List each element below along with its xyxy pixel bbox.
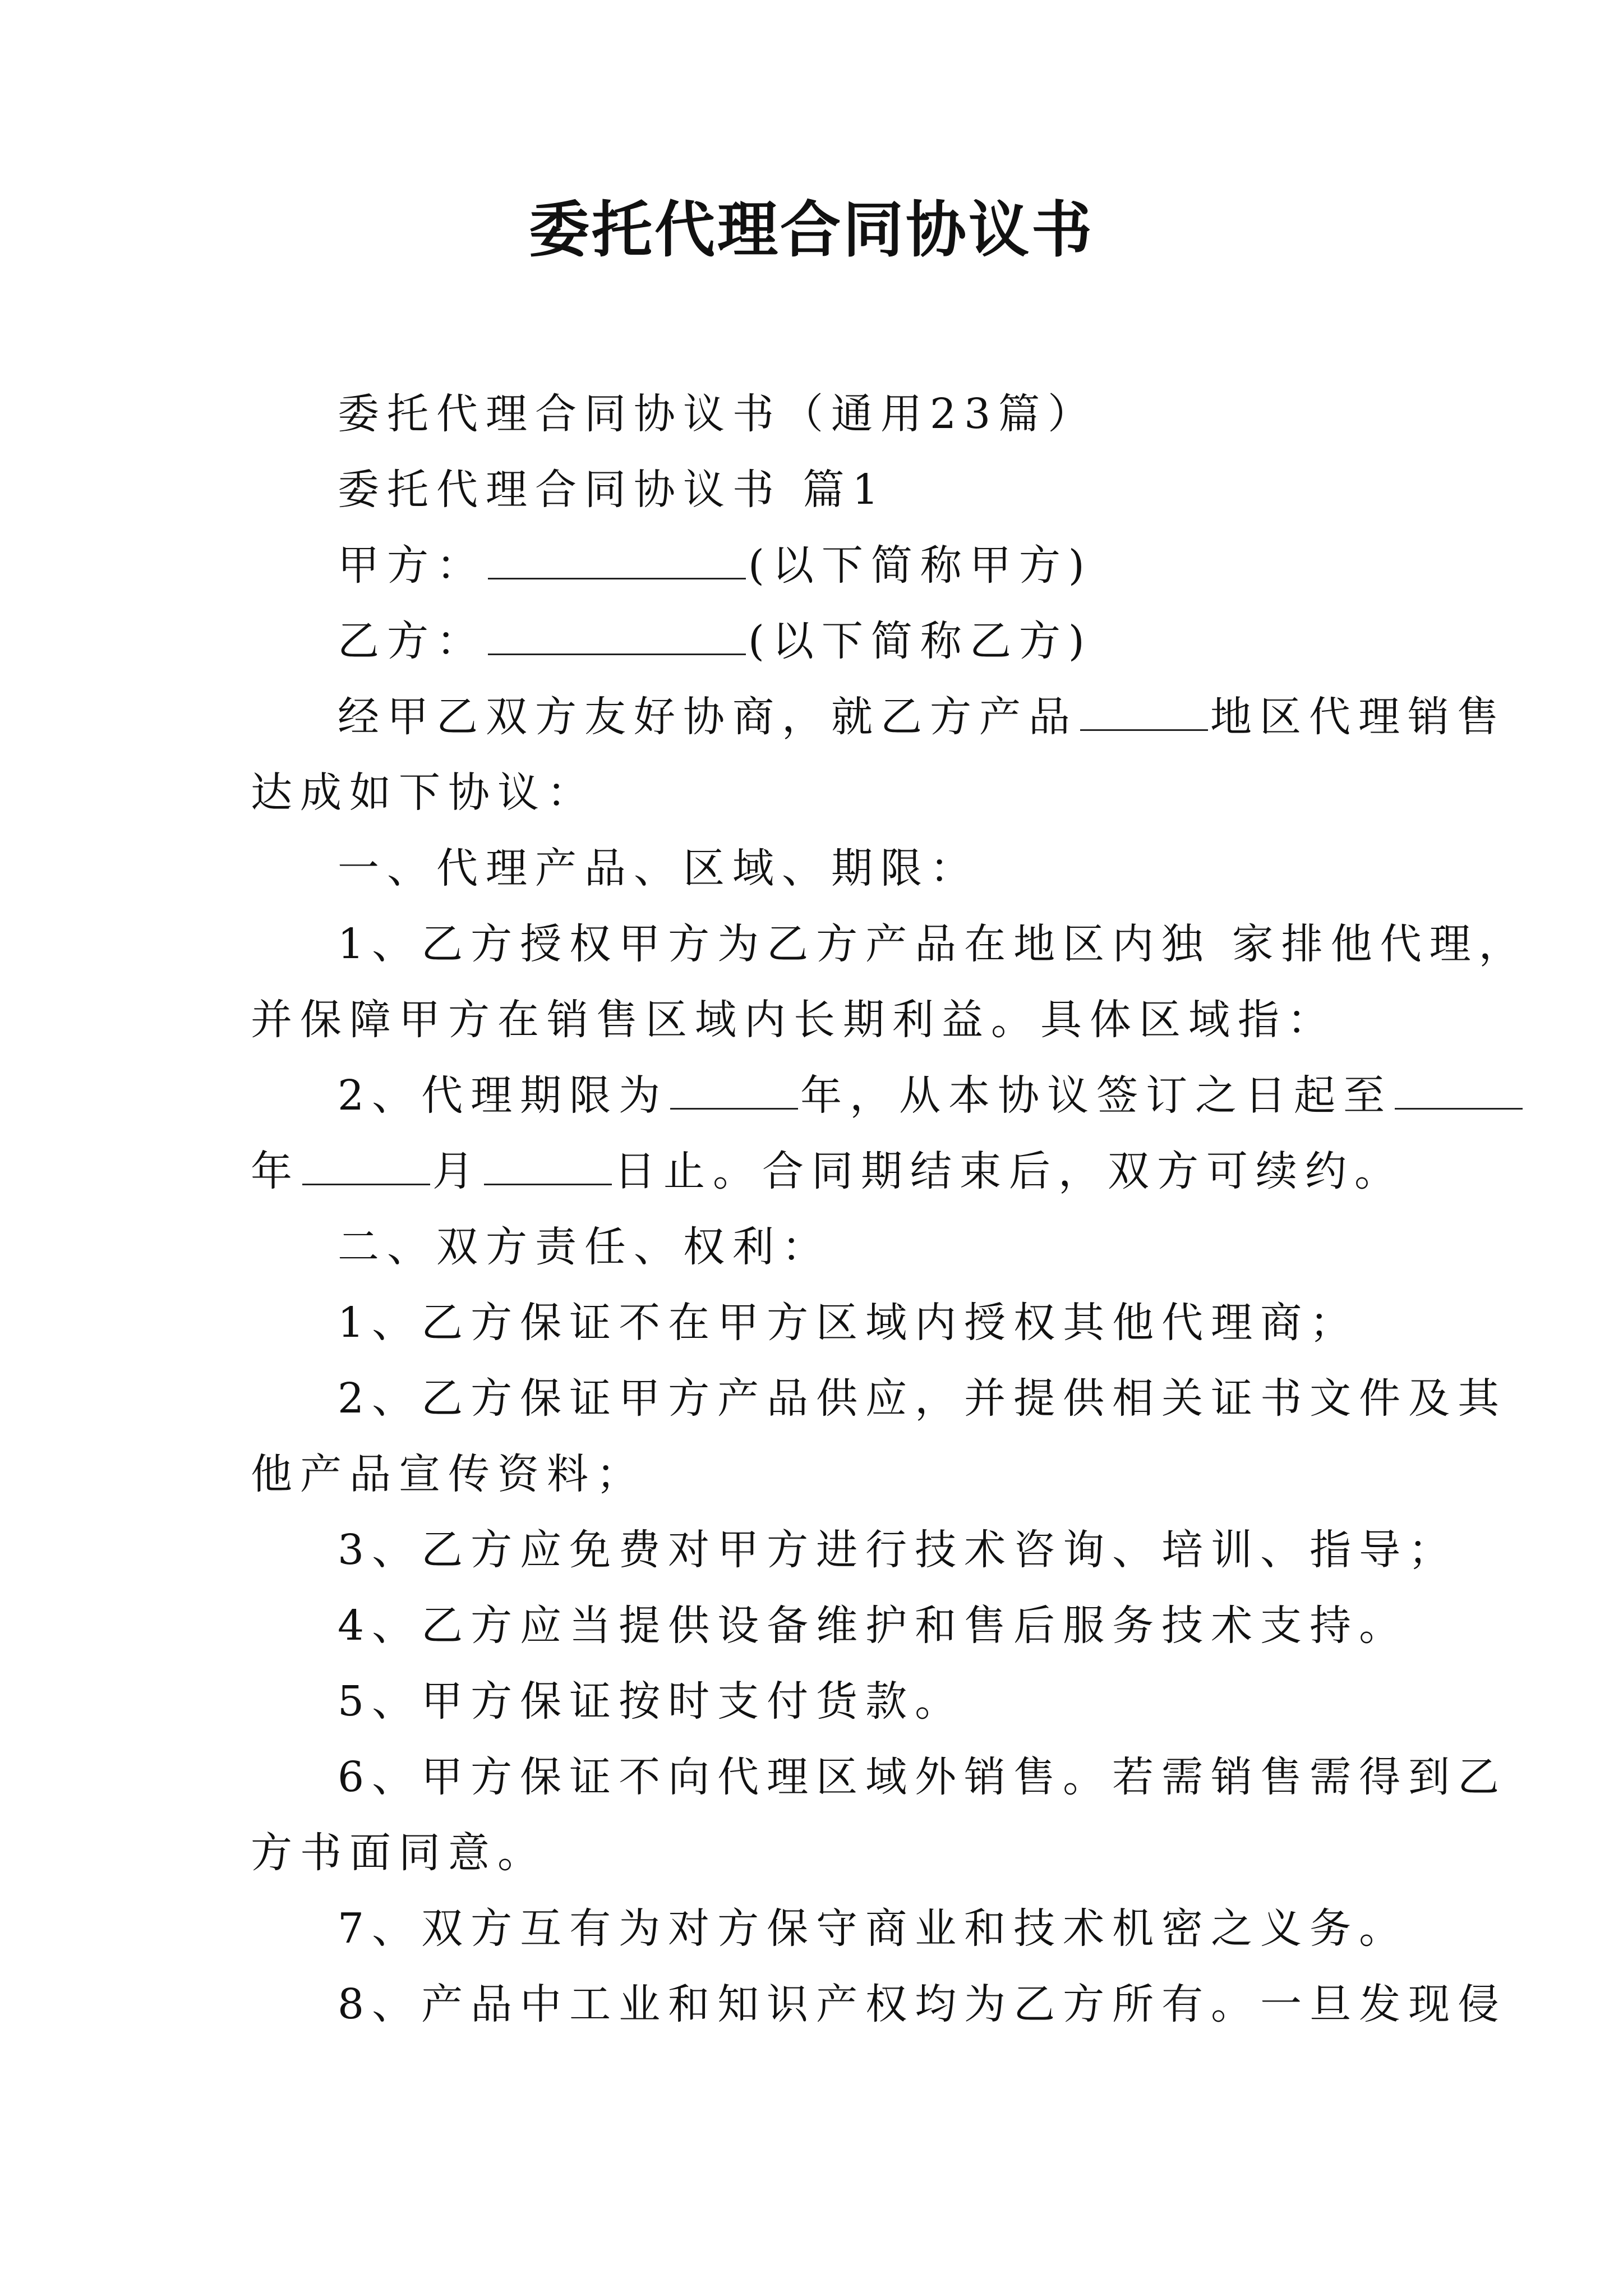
term-years-blank xyxy=(670,1068,798,1110)
clause-1-1-line-2: 并保障甲方在销售区域内长期利益。具体区域指： xyxy=(251,996,1336,1044)
party-b-blank xyxy=(488,613,746,655)
intro-suffix: 地区代理销售 xyxy=(1210,693,1506,741)
party-b-suffix: (以下简称乙方) xyxy=(748,617,1092,665)
party-b-label: 乙方： xyxy=(338,617,486,665)
clause-2-7: 7、双方互有为对方保守商业和技术机密之义务。 xyxy=(338,1904,1409,1953)
clause-2-1: 1、乙方保证不在甲方区域内授权其他代理商； xyxy=(338,1299,1359,1347)
clause-heading-2: 二、双方责任、权利： xyxy=(338,1223,831,1271)
term-prefix: 2、代理期限为 xyxy=(338,1071,668,1120)
party-a-line xyxy=(338,537,1092,593)
end-year-blank xyxy=(1395,1068,1523,1110)
clause-2-8-line-1: 8、产品中工业和知识产权均为乙方所有。一旦发现侵 xyxy=(338,1980,1507,2028)
intro-prefix: 经甲乙双方友好协商，就乙方产品 xyxy=(338,693,1078,741)
clause-1-1-line-1: 1、乙方授权甲方为乙方产品在地区内独 家排他代理， xyxy=(338,920,1528,968)
subtitle-line: 委托代理合同协议书（通用23篇） xyxy=(338,390,1098,438)
end-month-blank xyxy=(302,1143,430,1185)
intro-line-1 xyxy=(338,689,1506,745)
document-title: 委托代理合同协议书 xyxy=(528,195,1094,265)
clause-1-2-line-2 xyxy=(251,1143,1404,1199)
clause-heading-1: 一、代理产品、区域、期限： xyxy=(338,844,979,892)
month-label: 月 xyxy=(432,1147,482,1195)
term-middle: 年，从本协议签订之日起至 xyxy=(800,1071,1393,1120)
intro-line-2: 达成如下协议： xyxy=(251,769,596,817)
party-a-suffix: (以下简称甲方) xyxy=(748,541,1092,590)
clause-2-4: 4、乙方应当提供设备维护和售后服务技术支持。 xyxy=(338,1602,1409,1650)
section-heading: 委托代理合同协议书 篇1 xyxy=(338,466,887,514)
clause-2-6-line-2: 方书面同意。 xyxy=(251,1829,547,1877)
region-blank xyxy=(1080,689,1208,731)
clause-1-2-line-1 xyxy=(338,1068,1525,1124)
year-label: 年 xyxy=(251,1147,300,1195)
party-a-label: 甲方： xyxy=(338,541,486,590)
party-b-line xyxy=(338,613,1092,669)
term-end: 日止。合同期结束后，双方可续约。 xyxy=(614,1147,1404,1195)
clause-2-3: 3、乙方应免费对甲方进行技术咨询、培训、指导； xyxy=(338,1526,1458,1574)
clause-2-5: 5、甲方保证按时支付货款。 xyxy=(338,1677,965,1726)
clause-2-2-line-1: 2、乙方保证甲方产品供应，并提供相关证书文件及其 xyxy=(338,1374,1507,1423)
party-a-blank xyxy=(488,537,746,579)
end-day-blank xyxy=(484,1143,612,1185)
clause-2-6-line-1: 6、甲方保证不向代理区域外销售。若需销售需得到乙 xyxy=(338,1753,1507,1801)
clause-2-2-line-2: 他产品宣传资料； xyxy=(251,1450,645,1498)
